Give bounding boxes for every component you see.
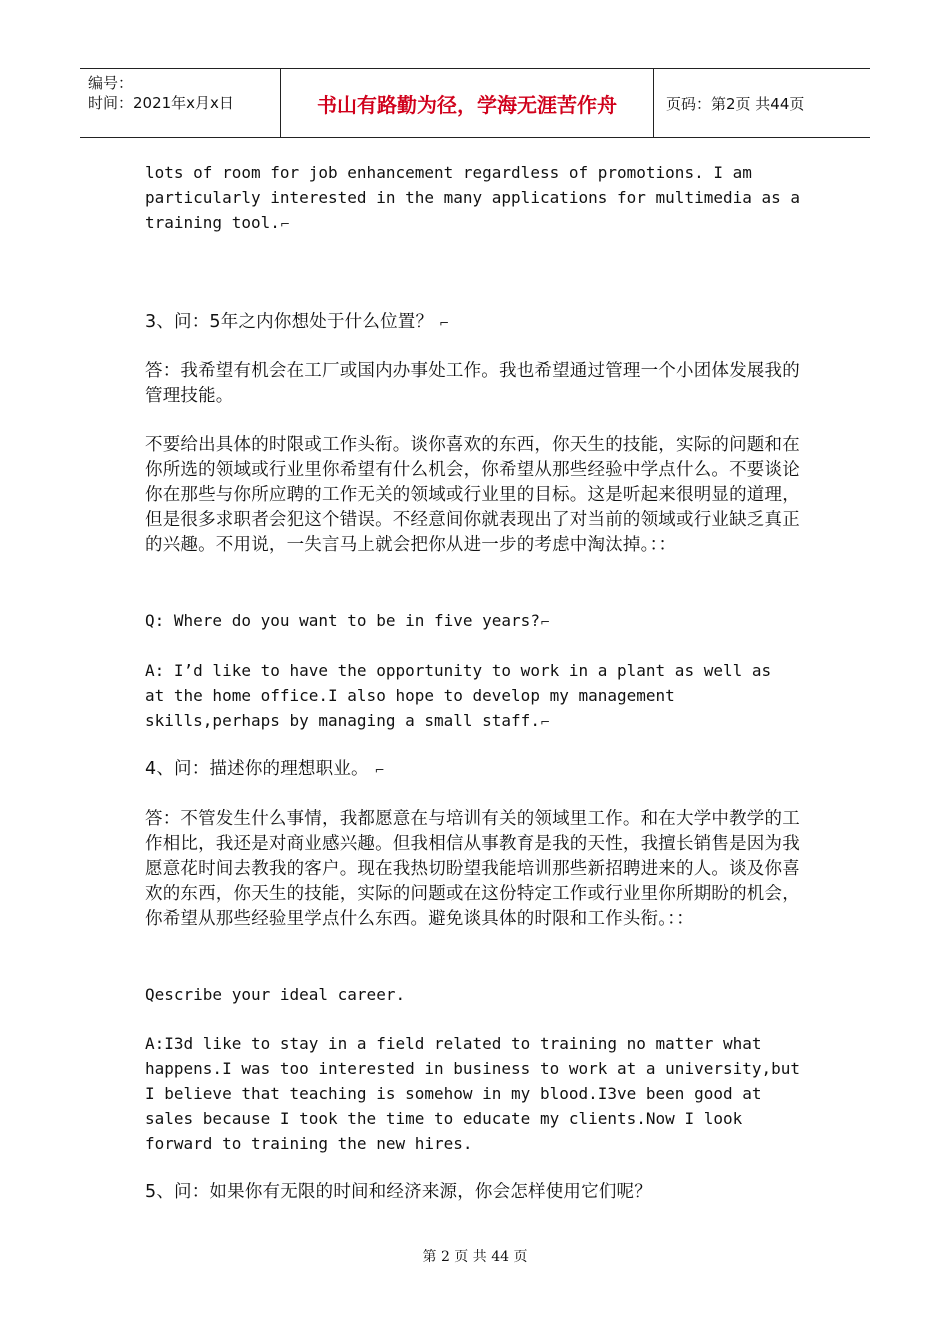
header-motto: 书山有路勤为径，学海无涯苦作舟 bbox=[281, 69, 654, 137]
tip-3 bbox=[145, 433, 805, 558]
paragraph-continued-en bbox=[145, 160, 815, 237]
colon-mark: ：： bbox=[667, 909, 694, 929]
paragraph-mark-icon: ⌐ bbox=[539, 615, 551, 629]
paragraph-mark-icon: ⌐ bbox=[279, 217, 290, 231]
paragraph-mark-icon: ⌐ bbox=[539, 715, 551, 729]
answer-3: 答：我希望有机会在工厂或国内办事处工作。我也希望通过管理一个小团体发展我的管理技能。 bbox=[145, 361, 800, 406]
colon-mark: ：： bbox=[649, 535, 677, 555]
answer-4 bbox=[145, 807, 805, 932]
english-answer-4: A:I3d like to stay in a field related to training no matter what happens.I was too interested in business to work at a university,but I believe that teaching is somehow in my blood.I3ve been good at sales because I took the time to educate my clients.Now I look forward to training the new hires. bbox=[145, 1034, 801, 1153]
answer-4-text: 答：不管发生什么事情，我都愿意在与培训有关的领域里工作。和在大学中教学的工作相比，我还是对商业感兴趣。但我相信从事教育是我的天性，我擅长销售是因为我愿意花时间去教我的客户。现在我热切盼望我能培训那些新招聘进来的人。谈及你喜欢的东西，你天生的技能，实际的问题或在这份特定工作或行业里你所期盼的机会，你希望从那些经验里学点什么东西。避免谈具体的时限和工作头衔。 bbox=[145, 809, 800, 929]
question-3-text: 3、问：5年之内你想处于什么位置？ bbox=[145, 312, 434, 332]
paragraph-mark-icon: ⌐ bbox=[438, 316, 450, 330]
question-5: 5、问：如果你有无限的时间和经济来源，你会怎样使用它们呢？ bbox=[145, 1182, 652, 1202]
header-meta bbox=[80, 69, 281, 137]
english-question-3 bbox=[145, 608, 815, 635]
paragraph-text: lots of room for job enhancement regardless of promotions. I am particularly interested in the many applications for multimedia as a training tool. bbox=[145, 163, 801, 232]
question-3 bbox=[145, 310, 805, 336]
english-question-4: Qescribe your ideal career. bbox=[145, 985, 406, 1004]
english-answer-3 bbox=[145, 658, 815, 735]
english-answer-3-text: A: I’d like to have the opportunity to work in a plant as well as at the home office.I also hope to develop my management skills,perhaps by managing a small staff. bbox=[145, 661, 772, 730]
tip-3-text: 不要给出具体的时限或工作头衔。谈你喜欢的东西，你天生的技能，实际的问题和在你所选的领域或行业里你希望有什么机会，你希望从那些经验中学点什么。不要谈论你在那些与你所应聘的工作无关的领域或行业里的目标。这是听起来很明显的道理，但是很多求职者会犯这个错误。不经意间你就表现出了对当前的领域或行业缺乏真正的兴趣。不用说，一失言马上就会把你从进一步的考虑中淘汰掉。 bbox=[145, 435, 800, 555]
header-page-number: 页码：第2页 共44页 bbox=[666, 94, 805, 113]
header-time: 时间：2021年x月x日 bbox=[88, 94, 234, 112]
header-number: 编号： bbox=[88, 74, 134, 92]
page-header bbox=[80, 68, 870, 138]
paragraph-mark-icon: ⌐ bbox=[374, 763, 385, 777]
question-4-text: 4、问：描述你的理想职业。 bbox=[145, 759, 369, 779]
english-question-3-text: Q: Where do you want to be in five years? bbox=[145, 611, 540, 630]
question-4 bbox=[145, 757, 805, 783]
page-footer: 第 2 页 共 44 页 bbox=[422, 1249, 528, 1265]
